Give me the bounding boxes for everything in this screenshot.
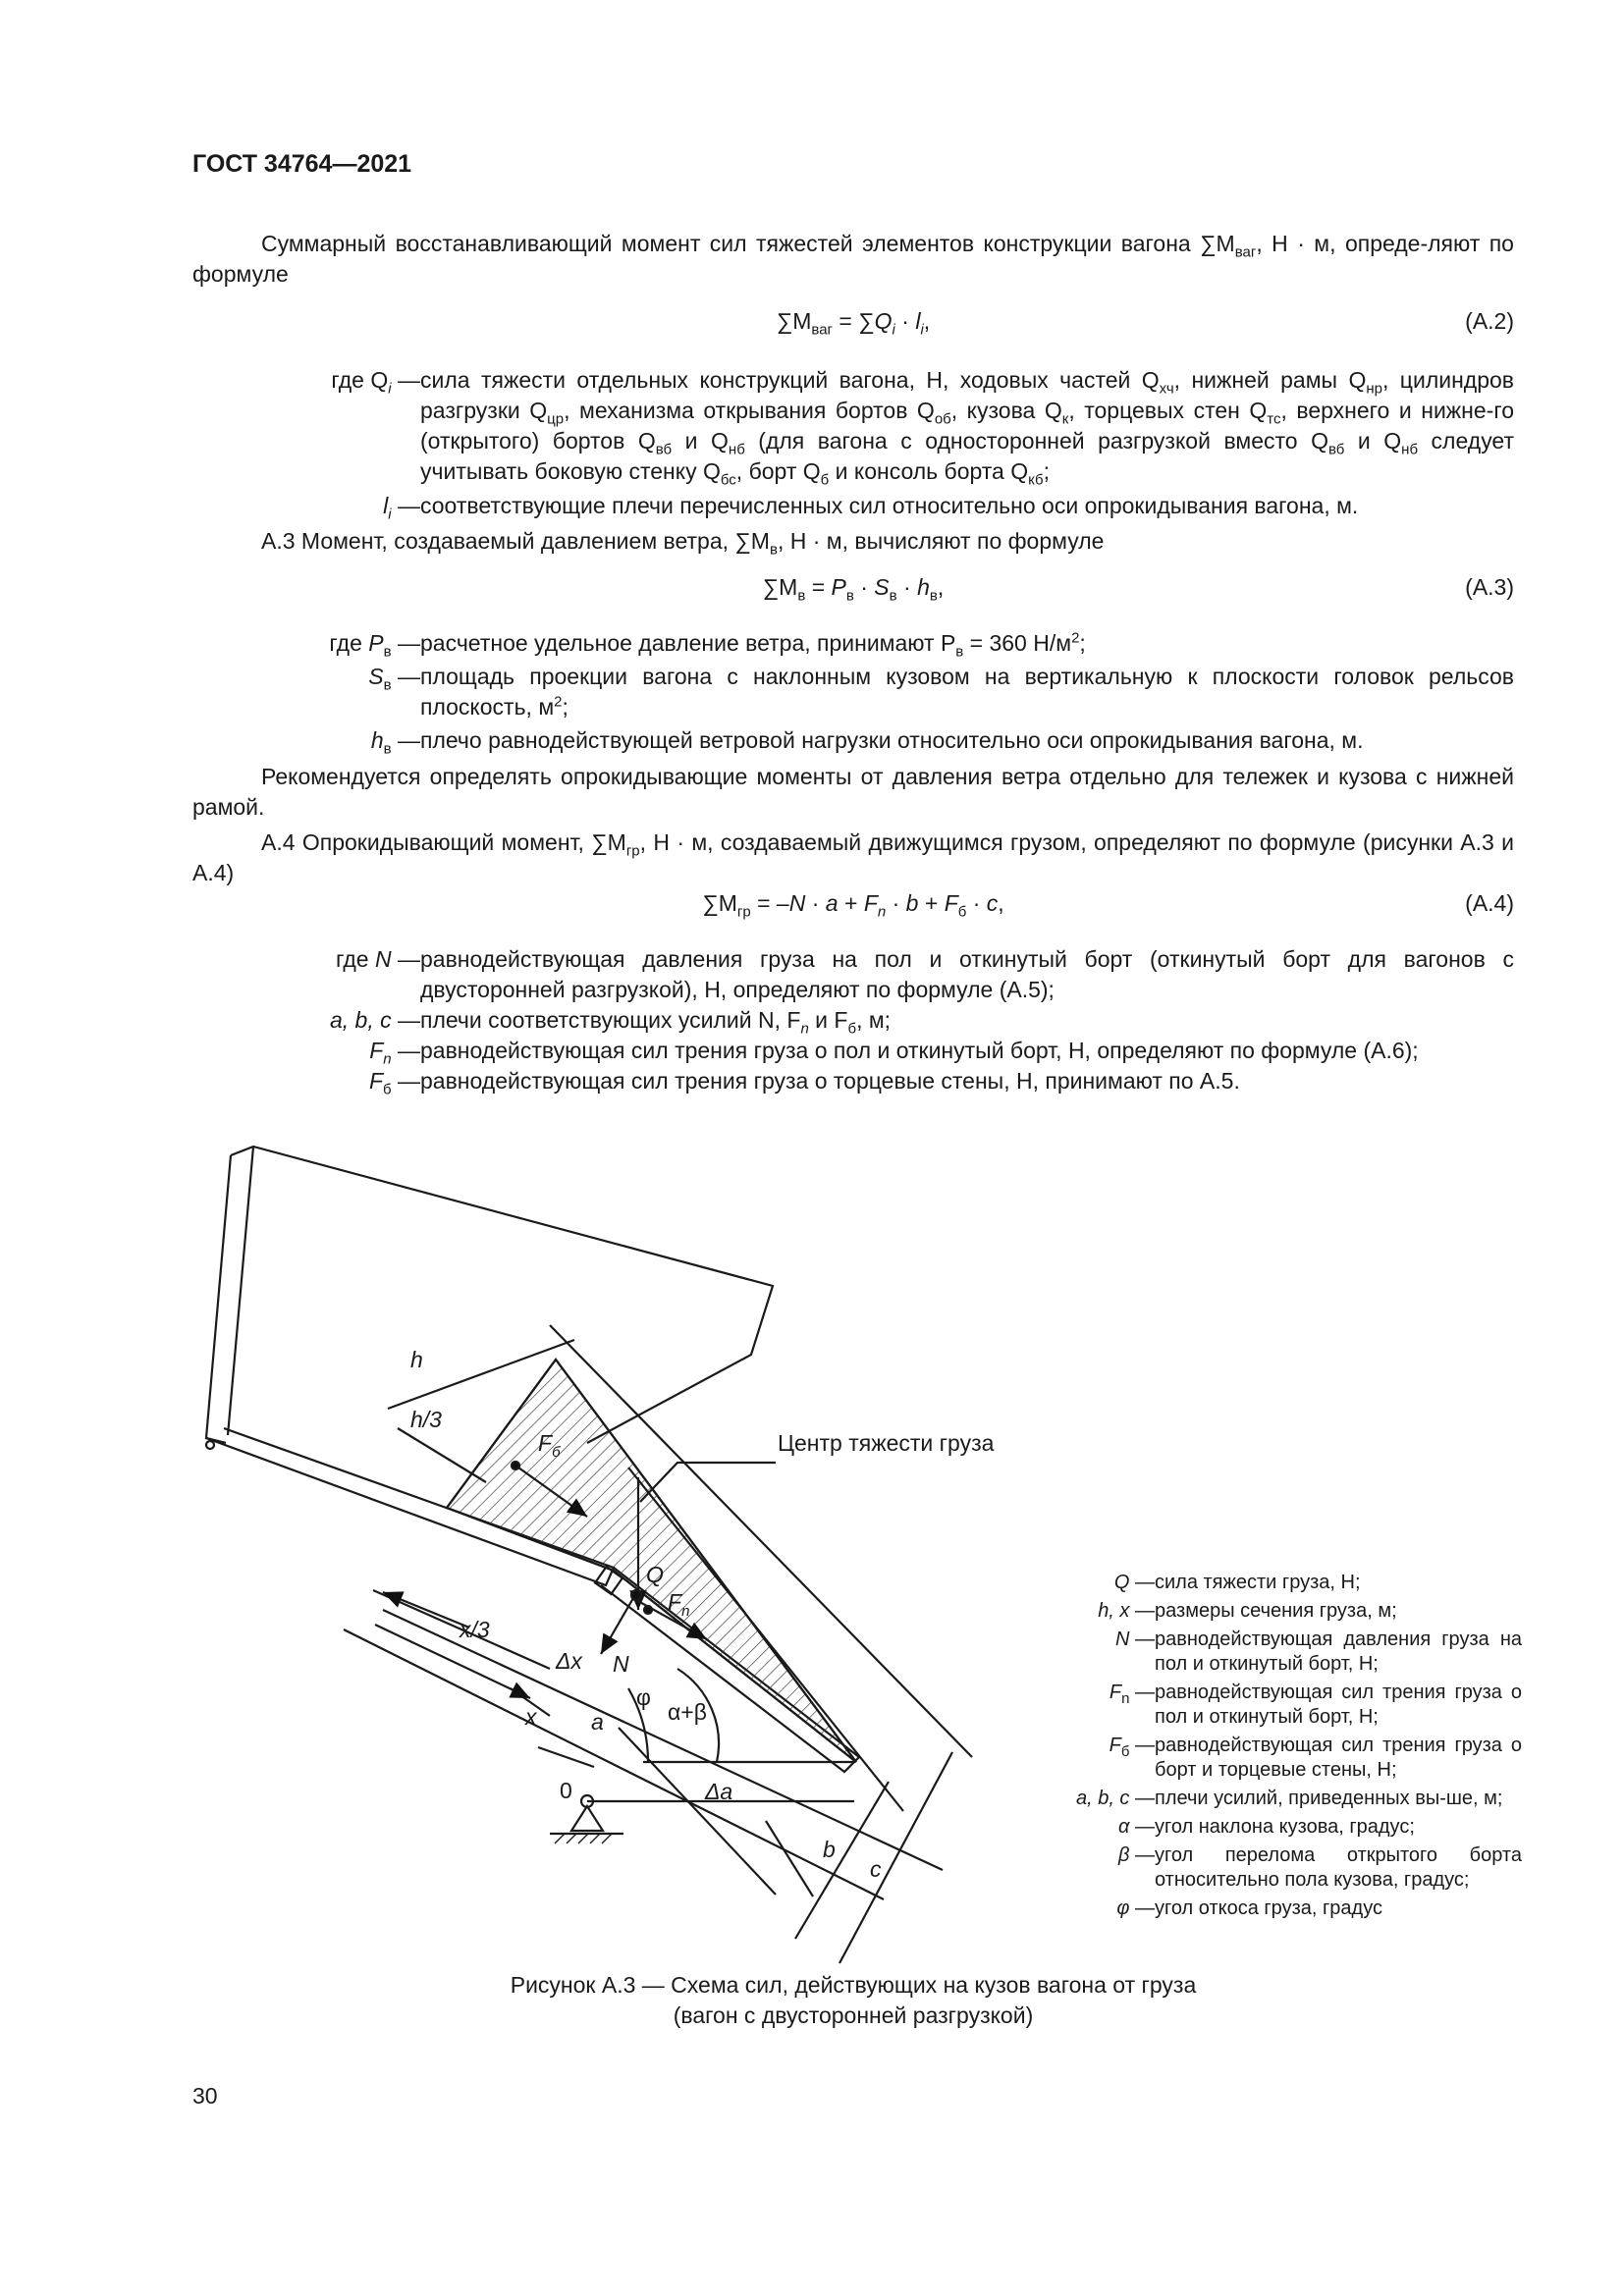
legend-text: угол перелома открытого борта относительно пола кузова, градус;: [1155, 1844, 1522, 1891]
label-alpha-beta: α+β: [668, 1699, 707, 1725]
figure-caption: [192, 1970, 1514, 2031]
definition-fn: $F_n$ — равнодействующая сил трения груза о пол и откинутый борт, Н, определяют по формуле (А.6);: [369, 1038, 1419, 1068]
formula-number-a3: (А.3): [1465, 574, 1514, 600]
paragraph-a3: А.3 Момент, создаваемый давлением ветра, $\sum M_в$, Н · м, вычисляют по формуле: [261, 528, 1105, 559]
legend-text: размеры сечения груза, м;: [1155, 1600, 1397, 1622]
label-phi: φ: [636, 1684, 651, 1710]
definition-pv: где $P_в$ — расчетное удельное давление ветра, принимают $P_в = 360$ $Н/м^2$;: [329, 629, 1086, 661]
label-center-of-gravity: Центр тяжести груза: [778, 1430, 995, 1456]
label-dx: Δx: [556, 1648, 582, 1674]
legend-text: угол откоса груза, градус: [1155, 1897, 1382, 1919]
label-c: c: [870, 1856, 882, 1882]
paragraph-a4: А.4 Опрокидывающий момент, $\sum M_{гр}$, Н · м, создаваемый движущимся грузом, определяют по формуле (рисунки А.3 и А.4): [192, 829, 1514, 885]
formula-a4: $\sum M_{гр} = -N \cdot a + F_n \cdot b + F_б \cdot c$, (А.4): [702, 890, 1514, 921]
legend-item: φ — угол откоса груза, градус: [1039, 1896, 1522, 1921]
label-n: N: [613, 1651, 629, 1677]
formula-number-a4: (А.4): [1465, 890, 1514, 916]
definition-qi: где $Q_i$ — сила тяжести отдельных конструкций вагона, Н, ходовых частей $Q_{хч}$, нижней рамы $Q_{нр}$, цилиндров разгрузки $Q_{цр}$, механизма открывания бортов $Q_{об}$, кузова $Q_к$, торцевых стен $Q_{тс}$, верхнего и нижне-го (открытого) бортов $Q_{вб}$ и $Q_{нб}$ (для вагона с односторонней разгрузкой вместо $Q_{вб}$ и $Q_{нб}$ следует учитывать боковую стенку $Q_{бс}$, борт $Q_б$ и консоль борта $Q_{кб}$;: [331, 367, 1515, 489]
label-a: a: [591, 1709, 604, 1735]
label-q: Q: [646, 1562, 664, 1587]
formula-number-a2: (А.2): [1465, 308, 1514, 334]
caption-line-1: Рисунок А.3 — Схема сил, действующих на кузов вагона от груза: [510, 1972, 1197, 1998]
label-x3: x/3: [460, 1617, 490, 1642]
caption-line-2: (вагон с двусторонней разгрузкой): [673, 2002, 1034, 2028]
legend-item: N — равнодействующая давления груза на пол и откинутый борт, Н;: [1114, 1629, 1522, 1675]
label-fn: $F_n$: [668, 1589, 690, 1620]
definition-fb: $F_б$ — равнодействующая сил трения груза о торцевые стены, Н, принимают по А.5.: [368, 1068, 1240, 1098]
legend-text: угол наклона кузова, градус;: [1155, 1816, 1415, 1838]
legend-text: сила тяжести груза, Н;: [1155, 1572, 1361, 1593]
force-n-arrow: [601, 1598, 633, 1654]
label-zero: 0: [560, 1778, 572, 1803]
paragraph-recommendation: Рекомендуется определять опрокидывающие моменты от давления ветра отдельно для тележек и кузова с нижней рамой.: [192, 764, 1514, 820]
definition-abc: a, b, c — плечи соответствующих усилий N, $F_n$ и $F_б$, м;: [329, 1007, 892, 1038]
legend-text: равнодействующая сил трения груза о пол и откинутый борт, Н;: [1155, 1682, 1522, 1728]
cog-callout-line: [640, 1463, 776, 1502]
formula-a2: $\sum M_{ваг} = \sum Q_i \cdot l_i$, (А.2): [776, 308, 1514, 339]
legend-item: $F_б$ — равнодействующая сил трения груза о борт и торцевые стены, Н;: [1109, 1735, 1522, 1781]
label-h: h: [410, 1347, 423, 1372]
legend-item: Q — сила тяжести груза, Н;: [1039, 1571, 1522, 1595]
wagon-body-side: [231, 1147, 773, 1443]
label-h3: h/3: [410, 1407, 442, 1432]
label-b: b: [823, 1837, 836, 1862]
page-number: 30: [192, 2083, 218, 2109]
definition-n: где N — равнодействующая давления груза на пол и откинутый борт (откинутый борт для вагонов с двусторонней разгрузкой), Н, определяют по формуле (А.5);: [336, 946, 1514, 1002]
figure-legend: [1039, 1571, 1522, 1925]
legend-item: a, b, c — плечи усилий, приведенных вы-ше, м;: [1039, 1787, 1522, 1811]
legend-item: $F_n$ — равнодействующая сил трения груза о пол и откинутый борт, Н;: [1109, 1682, 1522, 1728]
label-fb: $F_б$: [538, 1430, 561, 1461]
wagon-front-edge: [206, 1155, 231, 1443]
load-cross-section: [447, 1360, 856, 1762]
legend-text: плечи усилий, приведенных вы-ше, м;: [1155, 1788, 1503, 1809]
legend-text: равнодействующая сил трения груза о борт и торцевые стены, Н;: [1155, 1735, 1522, 1781]
paragraph-restoring-moment: Суммарный восстанавливающий момент сил тяжестей элементов конструкции вагона $\sum M_{ваг}$, Н · м, опреде-ляют по формуле: [192, 231, 1514, 287]
label-delta-a: Δa: [705, 1779, 733, 1804]
definition-li: $l_i$ — соответствующие плечи перечисленных сил относительно оси опрокидывания вагона, м.: [383, 493, 1359, 523]
legend-item: α — угол наклона кузова, градус;: [1039, 1815, 1522, 1840]
legend-item: h, x — размеры сечения груза, м;: [1039, 1599, 1522, 1624]
formula-a3: $\sum M_в = P_в \cdot S_в \cdot h_в$, (А.3): [762, 574, 1514, 605]
label-x: x: [525, 1704, 537, 1730]
legend-text: равнодействующая давления груза на пол и откинутый борт, Н;: [1155, 1629, 1522, 1675]
definition-sv: $S_в$ — площадь проекции вагона с наклонным кузовом на вертикальную к плоскости головок рельсов плоскость, $м^2$;: [368, 664, 1514, 720]
definition-hv: $h_в$ — плечо равнодействующей ветровой нагрузки относительно оси опрокидывания вагона, м.: [370, 727, 1364, 758]
document-header: ГОСТ 34764—2021: [192, 150, 412, 178]
legend-item: β — угол перелома открытого борта относительно пола кузова, градус;: [1118, 1844, 1522, 1891]
